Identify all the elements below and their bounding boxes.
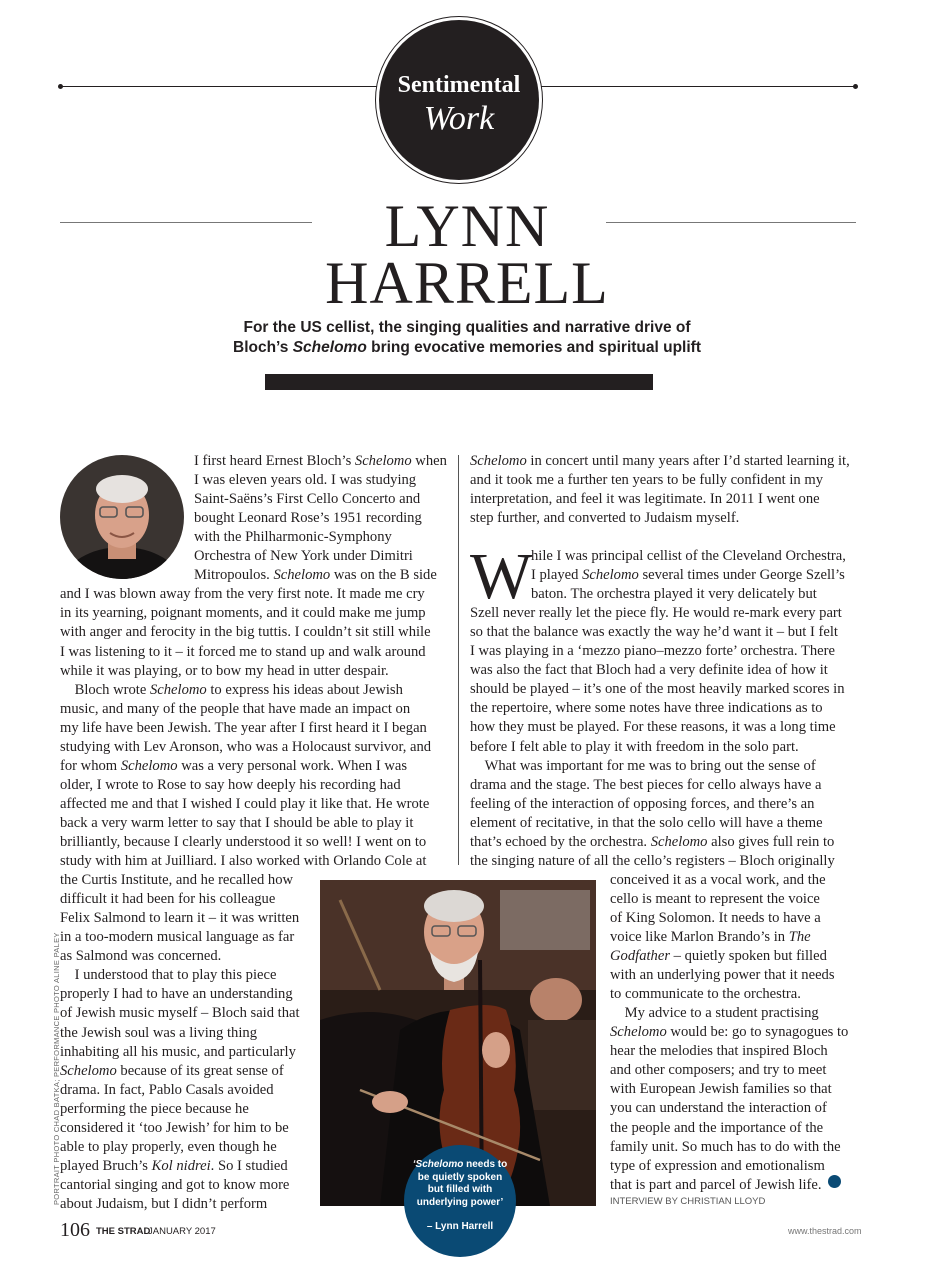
text-line: should be played – it’s one of the most heavily marked scores in <box>470 681 845 698</box>
text-line: voice like Marlon Brando’s in The <box>610 929 811 945</box>
text-line: how they must be played. For these reasons, it was a long time <box>470 719 836 736</box>
rule-end-dot-right <box>853 84 858 89</box>
text-line: as Salmond was concerned. <box>60 948 222 965</box>
end-mark-dot <box>828 1175 841 1188</box>
text-line: with European Jewish families so that <box>610 1081 832 1098</box>
standfirst-line-2 <box>180 338 754 358</box>
text-line: properly I had to have an understanding <box>60 986 293 1003</box>
standfirst-line-1: For the US cellist, the singing qualities and narrative drive of <box>243 319 691 336</box>
text-line: Felix Salmond to learn it – it was written <box>60 910 300 927</box>
text-line: Schelomo in concert until many years after I’d started learning it, <box>470 453 850 469</box>
text-line: bought Leonard Rose’s 1951 recording <box>194 510 422 527</box>
text-line: cello is meant to represent the voice <box>610 890 820 907</box>
pull-quote <box>404 1145 516 1257</box>
text-line: Saint-Saëns’s First Cello Concerto and <box>194 491 421 508</box>
byline: INTERVIEW BY CHRISTIAN LLOYD <box>610 1196 766 1207</box>
page-number: 106 <box>60 1219 90 1241</box>
text-line: Schelomo because of its great sense of <box>60 1062 284 1079</box>
text-line: the repertoire, where some notes have three indications as to <box>470 700 823 717</box>
text-line: Bloch wrote Schelomo to express his ideas about Jewish <box>60 681 403 698</box>
text-line: that is part and parcel of Jewish life. <box>610 1176 822 1193</box>
drop-cap: W <box>470 540 533 613</box>
text-line: performing the piece because he <box>60 1100 249 1117</box>
text-line: type of expression and emotionalism <box>610 1157 825 1174</box>
text-line: affected me and that I wished I could play it like that. He wrote <box>60 795 430 812</box>
text-line: drama and the stage. The best pieces for cello always have a <box>470 776 822 793</box>
text-line: step further, and converted to Judaism myself. <box>470 510 740 527</box>
website-url: www.thestrad.com <box>788 1226 862 1236</box>
text-line: I was playing in a ‘mezzo piano–mezzo forte’ orchestra. There <box>470 643 835 660</box>
text-line: hile I was principal cellist of the Cleveland Orchestra, <box>531 548 846 564</box>
text-line: Mitropoulos. Schelomo was on the B side <box>194 567 437 584</box>
text-line: study with him at Juilliard. I also worked with Orlando Cole at <box>60 853 427 870</box>
text-line: of Jewish music myself – Bloch said that <box>60 1005 300 1022</box>
standfirst <box>180 318 754 358</box>
text-line: with an underlying power that it needs <box>610 967 835 984</box>
text-line: the Jewish soul was a living thing <box>60 1024 258 1041</box>
pull-quote-rest: needs to be quietly spoken but filled with underlying power’ <box>416 1159 508 1208</box>
text-line: while it was playing, or to bow my head in utter despair. <box>60 662 389 679</box>
text-line: What was important for me was to bring out the sense of <box>470 757 816 774</box>
text-line: I played Schelomo several times under George Szell’s <box>531 567 845 584</box>
title-line-2: HARRELL <box>325 250 609 316</box>
text-line: and I was blown away from the very first note. It made me cry <box>60 586 425 603</box>
text-line: the Curtis Institute, and he recalled how <box>60 872 294 889</box>
text-line: you can understand the interaction of <box>610 1100 827 1117</box>
text-line: I understood that to play this piece <box>60 967 277 984</box>
text-line: inhabiting all his music, and particularly <box>60 1043 296 1060</box>
text-line: the singing nature of all the cello’s registers – Bloch originally <box>470 852 835 869</box>
standfirst-line-2-end: bring evocative memories and spiritual uplift <box>366 339 701 356</box>
title-line-1: LYNN <box>384 193 550 259</box>
text-line: Orchestra of New York under Dimitri <box>194 548 413 565</box>
text-line: music, and many of the people that have made an impact on <box>60 700 411 717</box>
portrait-photo <box>60 455 184 579</box>
header-rule-right <box>538 86 856 87</box>
text-line: to communicate to the orchestra. <box>610 986 801 1003</box>
text-line: for whom Schelomo was a very personal work. When I was <box>60 757 408 774</box>
text-line: My advice to a student practising <box>610 1005 819 1022</box>
text-line: and it took me a further ten years to be fully confident in my <box>470 472 823 489</box>
text-line: conceived it as a vocal work, and the <box>610 871 826 888</box>
text-line: before I felt able to play it with freedom in the solo part. <box>470 738 799 755</box>
standfirst-line-2-start: Bloch’s <box>233 339 293 356</box>
text-line: in a too-modern musical language as far <box>60 929 295 946</box>
text-line: feeling of the interaction of opposing forces, and there’s an <box>470 795 815 812</box>
text-line: so that the balance was exactly the way he’d want it – but I felt <box>470 624 838 641</box>
text-line: considered it ‘too Jewish’ for him to be <box>60 1119 289 1136</box>
pull-quote-work-title: ‘Schelomo <box>412 1159 464 1170</box>
text-line: I was listening to it – it forced me to stand up and walk around <box>60 643 426 660</box>
pull-quote-text <box>412 1159 508 1209</box>
text-line: hear the melodies that inspired Bloch <box>610 1043 828 1060</box>
text-line: I was eleven years old. I was studying <box>194 472 417 489</box>
photo-credit: PORTRAIT PHOTO CHAD BATKA; PERFORMANCE PHOTO ALINE PALEY <box>52 932 61 1205</box>
text-line: that’s echoed by the orchestra. Schelomo also gives full rein to <box>470 833 835 850</box>
text-line: interpretation, and feel it was legitimate. In 2011 I went one <box>470 491 820 508</box>
badge-line-2: Work <box>423 100 495 137</box>
text-line: of King Solomon. It needs to have a <box>610 909 821 926</box>
text-line: able to play properly, even though he <box>60 1138 277 1155</box>
text-line: Szell never really let the piece fly. He would re-mark every part <box>470 605 842 622</box>
text-line: cantorial singing and got to know more <box>60 1176 290 1193</box>
section-badge <box>379 20 539 180</box>
text-line: older, I wrote to Rose to say how deeply his recording had <box>60 776 401 793</box>
text-line: played Bruch’s Kol nidrei. So I studied <box>60 1157 288 1174</box>
text-line: element of recitative, in that the solo cello will have a theme <box>470 814 823 831</box>
text-line: baton. The orchestra played it very delicately but <box>531 586 817 603</box>
text-line: family unit. So much has to do with the <box>610 1138 841 1155</box>
text-line: Godfather – quietly spoken but filled <box>610 948 827 965</box>
header-rule-left <box>60 86 380 87</box>
standfirst-work-title: Schelomo <box>292 339 367 356</box>
issue-date: JANUARY 2017 <box>148 1226 216 1237</box>
rule-end-dot-left <box>58 84 63 89</box>
text-line: my life have been Jewish. The year after I first heard it I began <box>60 719 427 736</box>
text-line: back a very warm letter to say that I should be able to play it <box>60 814 414 831</box>
badge-line-1: Sentimental <box>397 72 521 98</box>
text-line: with anger and ferocity in the big tuttis. I couldn’t sit still while <box>60 624 431 641</box>
text-line: in its yearning, poignant moments, and it could make me jump <box>60 605 426 622</box>
text-line: difficult it had been for his colleague <box>60 891 276 908</box>
text-line: drama. In fact, Pablo Casals avoided <box>60 1081 274 1098</box>
text-line: with the Philharmonic-Symphony <box>194 529 392 546</box>
text-line: studying with Lev Aronson, who was a Holocaust survivor, and <box>60 738 432 755</box>
standfirst-bar <box>265 374 653 390</box>
text-line: and other composers; and try to meet <box>610 1062 827 1079</box>
text-line: I first heard Ernest Bloch’s Schelomo when <box>194 453 447 469</box>
text-line: about Judaism, but I didn’t perform <box>60 1195 268 1212</box>
text-line: was also the fact that Bloch had a very definite idea of how it <box>470 662 828 679</box>
text-line: brilliantly, because I clearly understood it so well! I went on to <box>60 834 427 850</box>
column-divider <box>458 455 459 865</box>
text-line: the people and the importance of the <box>610 1119 824 1136</box>
pull-quote-credit: – Lynn Harrell <box>426 1221 494 1232</box>
magazine-name: THE STRAD <box>96 1226 151 1237</box>
text-line: Schelomo would be: go to synagogues to <box>610 1024 849 1041</box>
